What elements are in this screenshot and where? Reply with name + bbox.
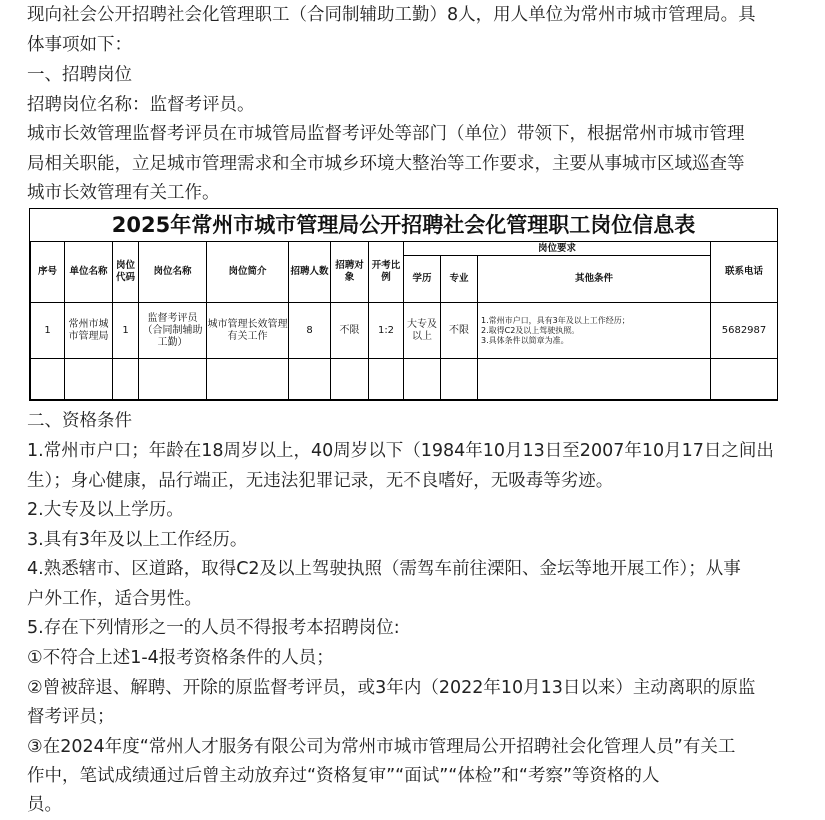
position-desc-line-2: 局相关职能，立足城市管理需求和全市城乡环境大整治等工作要求，主要从事城市区域巡查等 xyxy=(27,154,745,174)
position-name: 招聘岗位名称：监督考评员。 xyxy=(27,95,255,115)
cell-other-line-2: 2.取得C2及以上驾驶执照。 xyxy=(481,325,580,335)
section2-heading: 二、资格条件 xyxy=(27,411,132,431)
cell-ratio: 1:2 xyxy=(369,303,404,359)
cell-seq: 1 xyxy=(31,303,65,359)
cell-code: 1 xyxy=(113,303,139,359)
cell-edu: 大专及以上 xyxy=(404,303,441,359)
intro-line-1: 现向社会公开招聘社会化管理职工（合同制辅助工勤）8人，用人单位为常州市城市管理局。具 xyxy=(27,5,756,25)
header-ratio: 开考比例 xyxy=(369,242,404,303)
qual-item4-line-2: 户外工作，适合男性。 xyxy=(27,589,202,609)
header-major: 专业 xyxy=(441,256,478,303)
header-unit: 单位名称 xyxy=(65,242,113,303)
qual-sub3-line-2: 作中，笔试成绩通过后曾主动放弃过“资格复审”“面试”“体检”和“考察”等资格的人 xyxy=(27,766,660,786)
header-edu: 学历 xyxy=(404,256,441,303)
header-post: 岗位名称 xyxy=(139,242,207,303)
header-brief: 岗位简介 xyxy=(207,242,289,303)
table-title: 2025年常州市城市管理局公开招聘社会化管理职工岗位信息表 xyxy=(30,209,777,242)
intro-line-2: 体事项如下： xyxy=(27,35,132,55)
qual-item4-line-1: 4.熟悉辖市、区道路，取得C2及以上驾驶执照（需驾车前往溧阳、金坛等地开展工作）；从事 xyxy=(27,559,741,579)
qual-item2: 2.大专及以上学历。 xyxy=(27,500,184,520)
cell-phone: 5682987 xyxy=(711,303,778,359)
cell-other-line-1: 1.常州市户口，具有3年及以上工作经历； xyxy=(481,315,630,325)
header-requirements: 岗位要求 xyxy=(404,242,711,256)
cell-unit: 常州市城市管理局 xyxy=(65,303,113,359)
header-other: 其他条件 xyxy=(478,256,711,303)
empty-row xyxy=(31,359,778,400)
cell-other xyxy=(478,303,711,359)
cell-target: 不限 xyxy=(331,303,369,359)
qual-sub2-line-1: ②曾被辞退、解聘、开除的原监督考评员，或3年内（2022年10月13日以来）主动离职的原监 xyxy=(27,678,756,698)
position-desc-line-3: 城市长效管理有关工作。 xyxy=(27,183,220,203)
qual-sub2-line-2: 督考评员； xyxy=(27,707,115,727)
qual-sub3-line-1: ③在2024年度“常州人才服务有限公司为常州市城市管理局公开招聘社会化管理人员”有关工 xyxy=(27,737,736,757)
cell-brief: 城市管理长效管理有关工作 xyxy=(207,303,289,359)
cell-post: 监督考评员（合同制辅助工勤） xyxy=(139,303,207,359)
position-desc-line-1: 城市长效管理监督考评员在市城管局监督考评处等部门（单位）带领下，根据常州市城市管理 xyxy=(27,124,745,144)
table-row xyxy=(31,303,778,359)
header-phone: 联系电话 xyxy=(711,242,778,303)
header-seq: 序号 xyxy=(31,242,65,303)
header-code: 岗位代码 xyxy=(113,242,139,303)
header-target: 招聘对象 xyxy=(331,242,369,303)
qual-item1-line-1: 1.常州市户口；年龄在18周岁以上，40周岁以下（1984年10月13日至2007年10月17日之间出 xyxy=(27,441,774,461)
cell-other-line-3: 3.具体条件以简章为准。 xyxy=(481,335,569,345)
qual-item5: 5.存在下列情形之一的人员不得报考本招聘岗位: xyxy=(27,618,400,638)
header-count: 招聘人数 xyxy=(289,242,331,303)
qual-sub1: ①不符合上述1-4报考资格条件的人员； xyxy=(27,648,334,668)
qual-sub3-line-3: 员。 xyxy=(27,795,62,815)
cell-count: 8 xyxy=(289,303,331,359)
qual-item3: 3.具有3年及以上工作经历。 xyxy=(27,530,248,550)
cell-major: 不限 xyxy=(441,303,478,359)
job-info-table-image xyxy=(29,208,778,401)
job-info-table xyxy=(30,241,778,400)
section1-heading: 一、招聘岗位 xyxy=(27,65,132,85)
qual-item1-line-2: 生）；身心健康，品行端正，无违法犯罪记录，无不良嗜好，无吸毒等劣迹。 xyxy=(27,471,614,491)
